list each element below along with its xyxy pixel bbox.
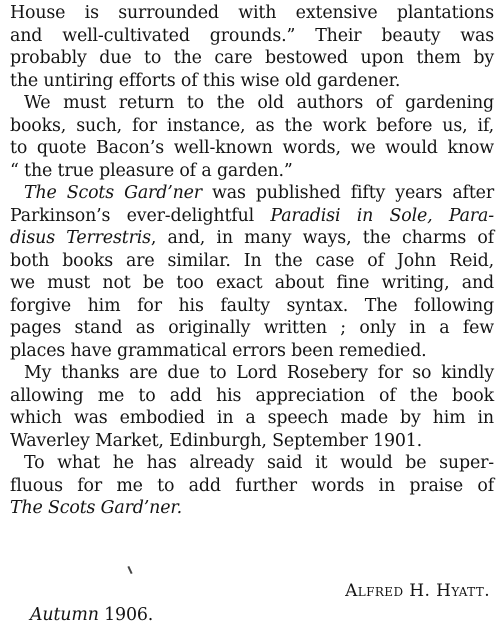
author-signature	[345, 580, 490, 603]
sig-small-caps: lfred	[357, 581, 404, 601]
text-line: to quote Bacon’s well-known words, we would know	[10, 138, 494, 158]
text-line	[10, 227, 494, 250]
sig-middle: H.	[403, 581, 437, 601]
book-title: The Scots Gard’ner.	[10, 498, 182, 518]
text-line: fluous for me to add further words in praise of	[10, 475, 494, 496]
book-title: The Scots Gard’ner	[24, 183, 202, 203]
paragraph-closing	[10, 452, 494, 520]
date-line	[30, 604, 153, 627]
text-line: We must return to the old authors of gardening	[24, 93, 494, 113]
text-line: both books are similar. In the case of John Reid,	[10, 250, 494, 271]
paragraph-thanks	[10, 362, 494, 452]
sig-initial: H	[436, 581, 452, 601]
text-line: which was embodied in a speech made by him in	[10, 408, 494, 428]
text-line: Waverley Market, Edinburgh, September 1901.	[10, 430, 423, 451]
text-line	[10, 497, 494, 520]
paragraph-scots-gardner	[10, 182, 494, 362]
stray-mark	[127, 566, 132, 574]
paragraph-gardening-books	[10, 92, 494, 182]
date-year: 1906.	[98, 605, 154, 625]
text-line: probably due to the care bestowed upon them by	[10, 48, 494, 68]
document-page	[10, 2, 494, 625]
text-line: My thanks are due to Lord Rosebery for so kindly	[24, 363, 494, 383]
text-line: the untiring efforts of this wise old gardener.	[10, 70, 401, 91]
signature-block	[10, 564, 494, 624]
text-line: allowing me to add his appreciation of the book	[10, 385, 494, 406]
text-line: House is surrounded with extensive plantations	[10, 3, 494, 23]
sig-initial: A	[345, 581, 358, 601]
text-line: places have grammatical errors been remedied.	[10, 340, 427, 361]
book-title: disus Terrestris	[10, 228, 151, 248]
text-line: books, such, for instance, as the work before us, if,	[10, 115, 494, 136]
date-season: Autumn	[30, 605, 99, 625]
sig-small-caps: yatt.	[451, 581, 490, 601]
text-line	[10, 182, 494, 205]
text-span: Parkinson’s ever-delightful	[10, 205, 271, 226]
text-span: was published fifty years after	[201, 183, 494, 203]
text-span: , and, in many ways, the charms of	[150, 228, 494, 248]
text-line: we must not be too exact about fine writing, and	[10, 273, 494, 293]
text-line: forgive him for his faulty syntax. The following	[10, 295, 494, 316]
paragraph-continuation	[10, 2, 494, 92]
book-title: Paradisi in Sole, Para-	[270, 205, 494, 226]
text-line: To what he has already said it would be super-	[24, 453, 494, 473]
text-line: “ the true pleasure of a garden.”	[10, 160, 293, 181]
text-line: pages stand as originally written ; only in a few	[10, 318, 494, 338]
text-line	[10, 205, 494, 228]
text-line: and well-cultivated grounds.” Their beauty was	[10, 25, 494, 46]
